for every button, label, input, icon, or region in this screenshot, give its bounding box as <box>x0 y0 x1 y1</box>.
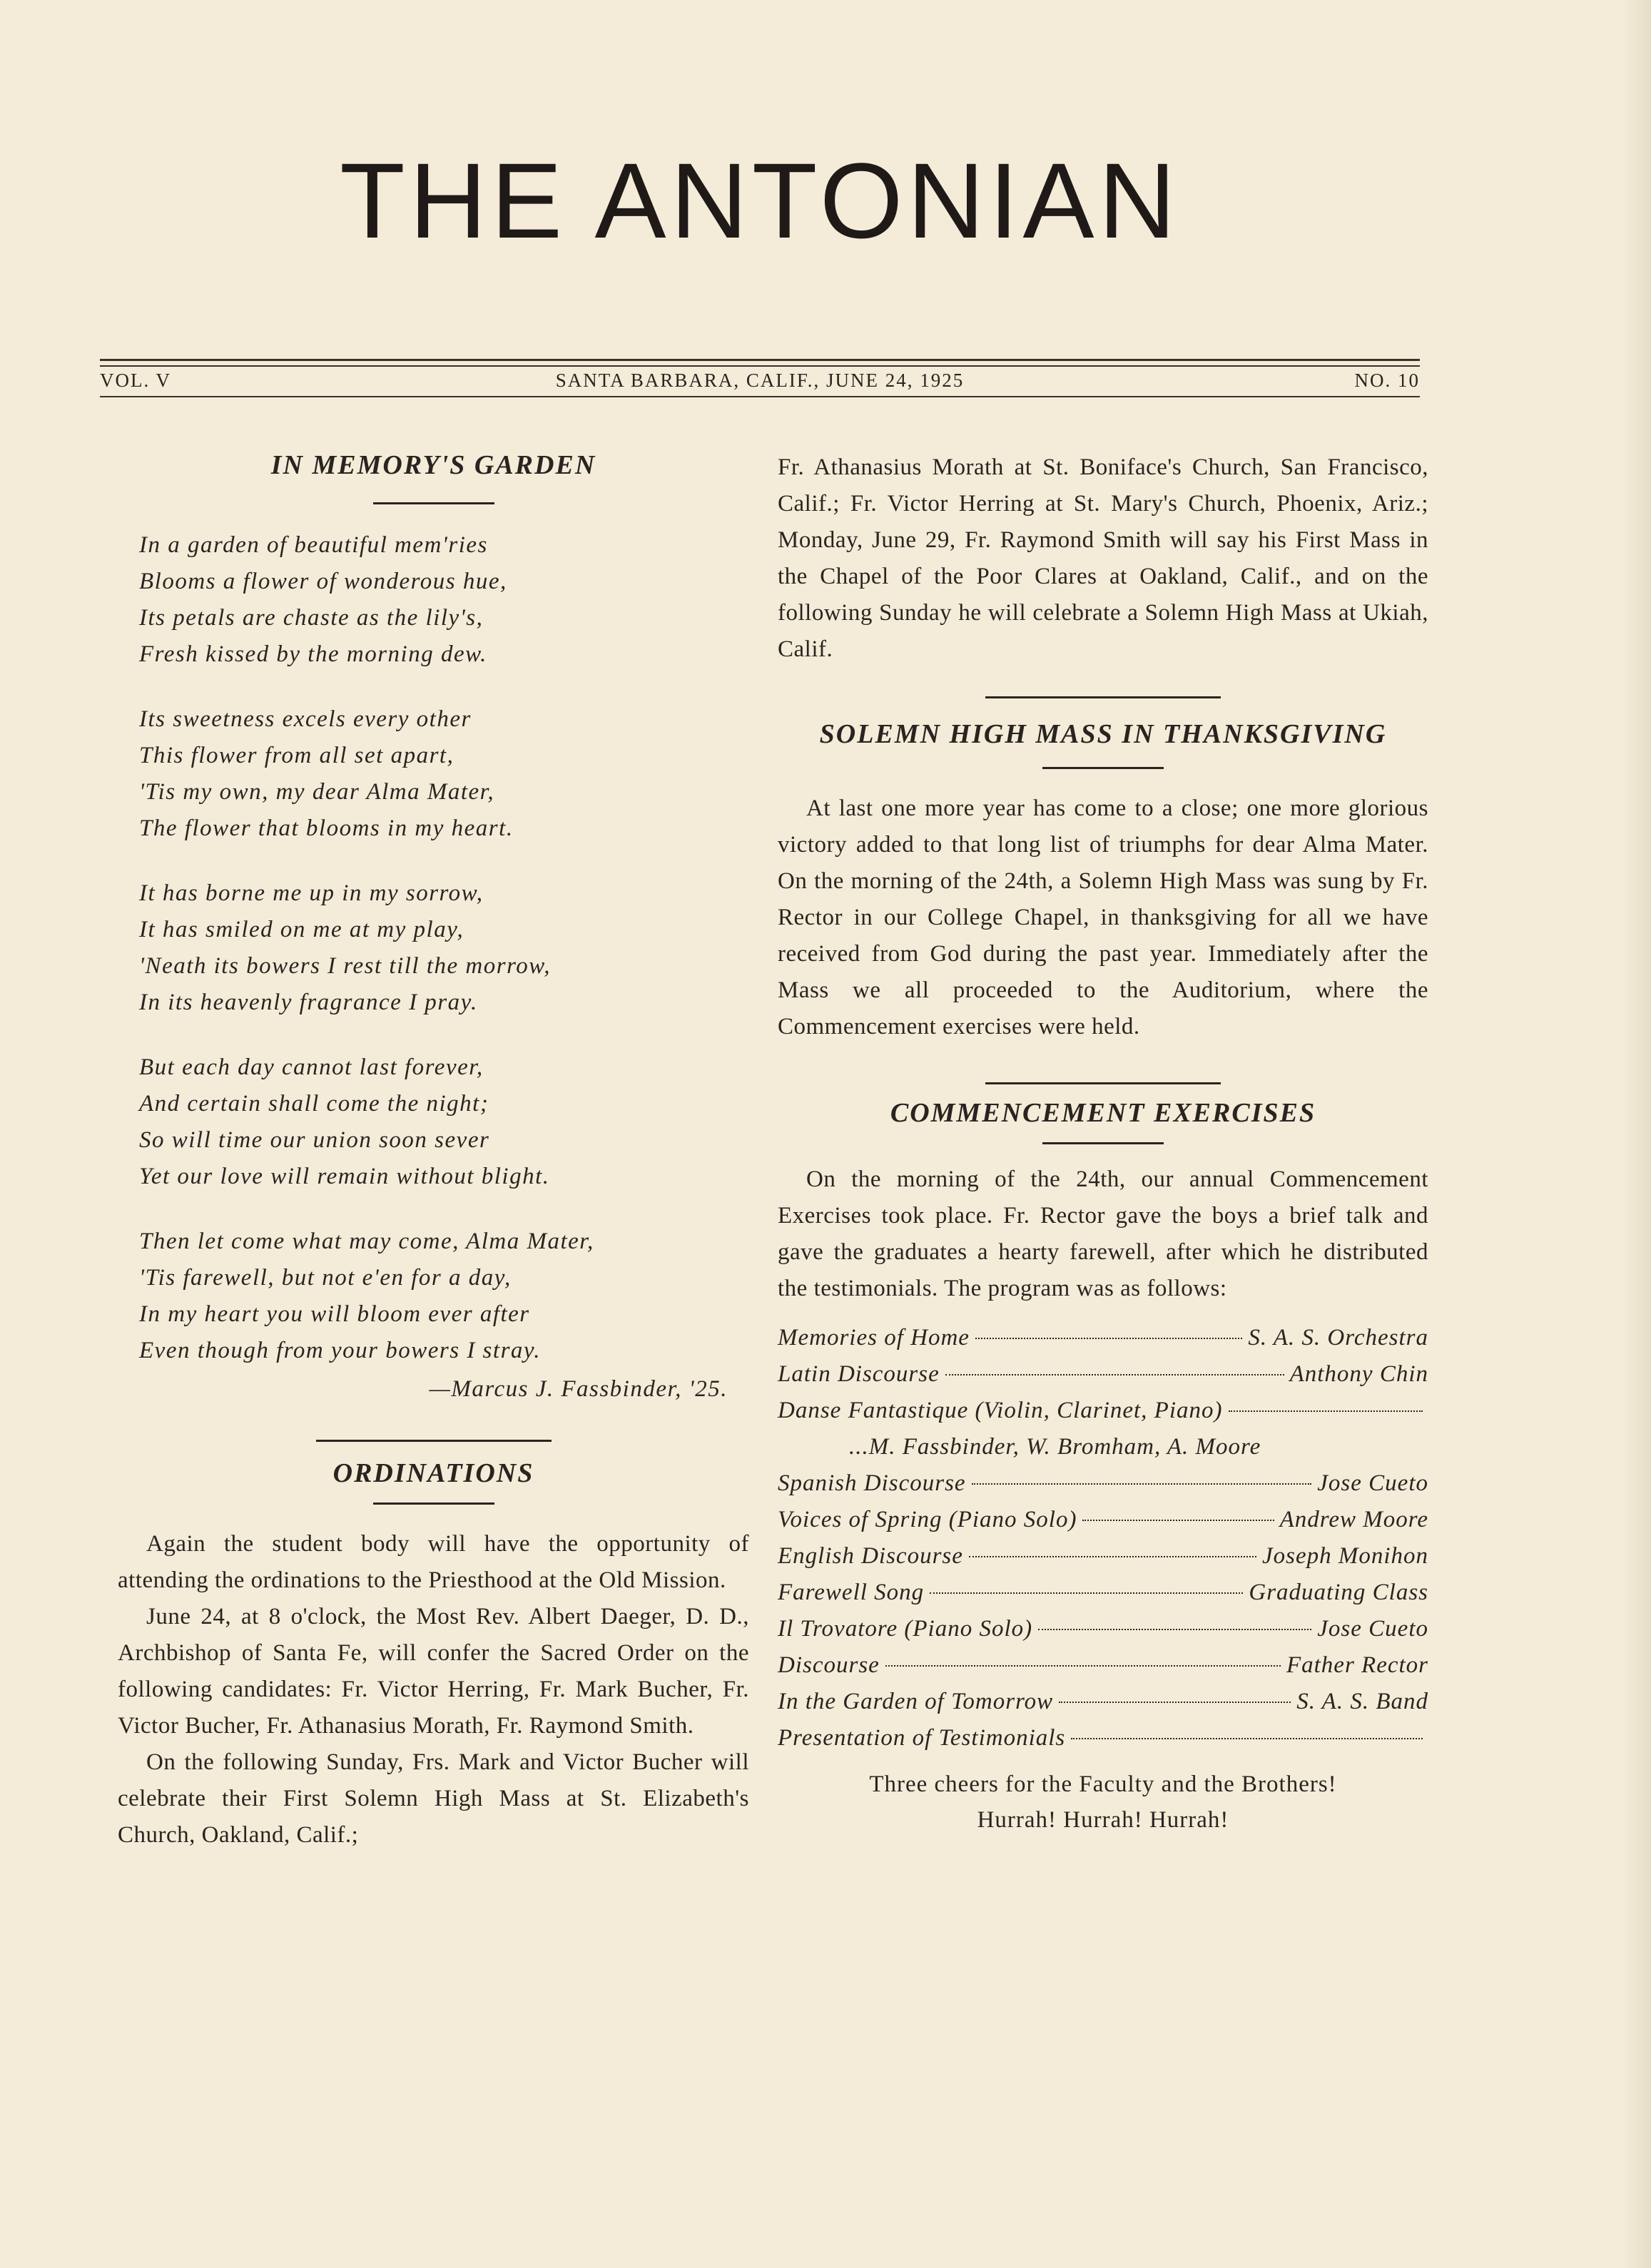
poem-line: Yet our love will remain without blight. <box>139 1163 550 1189</box>
section-divider <box>373 502 494 504</box>
thanksgiving-title: SOLEMN HIGH MASS IN THANKSGIVING <box>819 719 1387 749</box>
leader-dots <box>1038 1629 1311 1630</box>
leader-dots <box>972 1483 1312 1485</box>
program-item: Voices of Spring (Piano Solo) <box>778 1507 1077 1533</box>
program-row <box>778 1538 1428 1575</box>
program-item: Danse Fantastique (Violin, Clarinet, Piano) <box>778 1398 1223 1424</box>
masthead-rule-top <box>100 359 1420 361</box>
poem-title: IN MEMORY'S GARDEN <box>270 450 596 480</box>
section-divider <box>985 696 1221 698</box>
poem-line: Its petals are chaste as the lily's, <box>139 604 484 631</box>
program-row <box>778 1684 1428 1720</box>
poem-line: 'Neath its bowers I rest till the morrow, <box>139 952 552 979</box>
poem-line: Fresh kissed by the morning dew. <box>139 641 487 667</box>
poem-author: —Marcus J. Fassbinder, '25. <box>429 1375 728 1402</box>
masthead-rule-top-inner <box>100 365 1420 367</box>
leader-dots <box>930 1592 1243 1594</box>
program-item: Il Trovatore (Piano Solo) <box>778 1616 1033 1642</box>
place-date-label: SANTA BARBARA, CALIF., JUNE 24, 1925 <box>555 370 965 391</box>
leader-dots <box>969 1556 1256 1557</box>
thanksgiving-paragraph: At last one more year has come to a close; one more glorious victory added to that long list of triumphs for dear Alma Mater. On the morning of the 24th, a Solemn High Mass was sung by Fr. Rector in our College Chapel, in thanksgiving for all we have received from God during the past year. Immediately after the Mass we all proceeded to the Auditorium, where the Commencement exercises were held. <box>778 795 1428 1039</box>
ordinations-paragraph: June 24, at 8 o'clock, the Most Rev. Albert Daeger, D. D., Archbishop of Santa Fe, will confer the Sacred Order on the following candidates: Fr. Victor Herring, Fr. Mark Bucher, Fr. Victor Bucher, Fr. Athanasius Morath, Fr. Raymond Smith. <box>118 1604 749 1739</box>
poem-line: The flower that blooms in my heart. <box>139 815 514 841</box>
leader-dots <box>945 1374 1284 1375</box>
leader-dots <box>1071 1738 1423 1739</box>
poem-line: In my heart you will bloom ever after <box>139 1301 530 1327</box>
poem-line: Its sweetness excels every other <box>139 706 472 732</box>
poem-line: But each day cannot last forever, <box>139 1054 484 1080</box>
program-performer: Graduating Class <box>1249 1580 1428 1606</box>
issue-number-label: NO. 10 <box>1354 370 1420 391</box>
poem-line: In a garden of beautiful mem'ries <box>139 532 488 558</box>
poem-line: It has borne me up in my sorrow, <box>139 880 484 906</box>
ordinations-title: ORDINATIONS <box>332 1458 534 1488</box>
dateline <box>100 370 1420 392</box>
poem-stanza <box>139 1224 749 1369</box>
poem-line: And certain shall come the night; <box>139 1090 489 1117</box>
leader-dots <box>1059 1702 1291 1703</box>
closing-line: Three cheers for the Faculty and the Brothers! <box>869 1771 1337 1798</box>
program-item: Presentation of Testimonials <box>778 1725 1066 1751</box>
program-item: Latin Discourse <box>778 1361 940 1388</box>
poem-stanza <box>139 527 749 673</box>
program-item: Discourse <box>778 1652 880 1679</box>
program-row <box>778 1611 1428 1647</box>
closing-cheers <box>778 1766 1428 1838</box>
program-item: ...M. Fassbinder, W. Bromham, A. Moore <box>849 1434 1261 1460</box>
program-performer: Anthony Chin <box>1289 1361 1428 1388</box>
right-column <box>778 449 1428 1838</box>
closing-line: Hurrah! Hurrah! Hurrah! <box>977 1807 1229 1834</box>
leader-dots <box>1229 1410 1423 1412</box>
section-divider <box>1042 1142 1164 1144</box>
program-row <box>778 1356 1428 1393</box>
section-divider <box>316 1440 552 1442</box>
poem-line: 'Tis my own, my dear Alma Mater, <box>139 778 495 805</box>
program-item: Farewell Song <box>778 1580 925 1606</box>
program-performer: Andrew Moore <box>1279 1507 1428 1533</box>
program-performer: Jose Cueto <box>1317 1616 1428 1642</box>
program-item: Spanish Discourse <box>778 1470 966 1497</box>
program-performer: Father Rector <box>1286 1652 1428 1679</box>
program-item: Memories of Home <box>778 1325 970 1351</box>
section-divider <box>373 1502 494 1505</box>
page-edge-shadow <box>1622 0 1651 2268</box>
section-divider <box>985 1082 1221 1084</box>
volume-label: VOL. V <box>100 370 172 391</box>
ordinations-continuation: Fr. Athanasius Morath at St. Boniface's Church, San Francisco, Calif.; Fr. Victor Herring at St. Mary's Church, Phoenix, Ariz.; Monday, June 29, Fr. Raymond Smith will say his First Mass in the Chapel of the Poor Clares at Oakland, Calif., and on the following Sunday he will celebrate a Solemn High Mass at Ukiah, Calif. <box>778 454 1428 662</box>
program-row <box>778 1647 1428 1684</box>
poem-stanza <box>139 875 749 1021</box>
poem-line: This flower from all set apart, <box>139 742 454 768</box>
poem-line: It has smiled on me at my play, <box>139 916 464 942</box>
program-list <box>778 1320 1428 1756</box>
program-row <box>778 1320 1428 1356</box>
program-row <box>778 1575 1428 1611</box>
masthead-title: THE ANTONIAN <box>340 141 1180 260</box>
program-performer: Joseph Monihon <box>1261 1543 1428 1570</box>
poem-stanza <box>139 701 749 847</box>
program-row <box>778 1720 1428 1756</box>
poem-line: Then let come what may come, Alma Mater, <box>139 1228 594 1254</box>
poem-stanza <box>139 1049 749 1195</box>
poem-line: Even though from your bowers I stray. <box>139 1337 541 1363</box>
program-item: In the Garden of Tomorrow <box>778 1689 1054 1715</box>
poem-line: Blooms a flower of wonderous hue, <box>139 568 507 594</box>
ordinations-paragraph: Again the student body will have the opportunity of attending the ordinations to the Priesthood at the Old Mission. <box>118 1531 749 1594</box>
dateline-rule-bottom <box>100 396 1420 397</box>
commencement-title: COMMENCEMENT EXERCISES <box>890 1097 1316 1128</box>
program-row <box>778 1429 1428 1465</box>
ordinations-paragraph: On the following Sunday, Frs. Mark and Victor Bucher will celebrate their First Solemn High Mass at St. Elizabeth's Church, Oakland, Calif.; <box>118 1749 749 1849</box>
leader-dots <box>975 1338 1242 1339</box>
poem-body <box>139 527 749 1369</box>
left-column <box>118 449 749 1853</box>
poem-line: 'Tis farewell, but not e'en for a day, <box>139 1264 512 1291</box>
leader-dots <box>1082 1520 1274 1521</box>
section-divider <box>1042 767 1164 769</box>
program-performer: Jose Cueto <box>1317 1470 1428 1497</box>
program-row <box>778 1393 1428 1429</box>
program-row <box>778 1465 1428 1502</box>
poem-line: In its heavenly fragrance I pray. <box>139 989 478 1015</box>
program-performer: S. A. S. Orchestra <box>1248 1325 1428 1351</box>
program-performer: S. A. S. Band <box>1296 1689 1428 1715</box>
poem-line: So will time our union soon sever <box>139 1127 490 1153</box>
program-item: English Discourse <box>778 1543 963 1570</box>
program-row <box>778 1502 1428 1538</box>
commencement-paragraph: On the morning of the 24th, our annual Commencement Exercises took place. Fr. Rector gave the boys a brief talk and gave the graduates a hearty farewell, after which he distributed the testimonials. The program was as follows: <box>778 1166 1428 1302</box>
leader-dots <box>885 1665 1281 1667</box>
